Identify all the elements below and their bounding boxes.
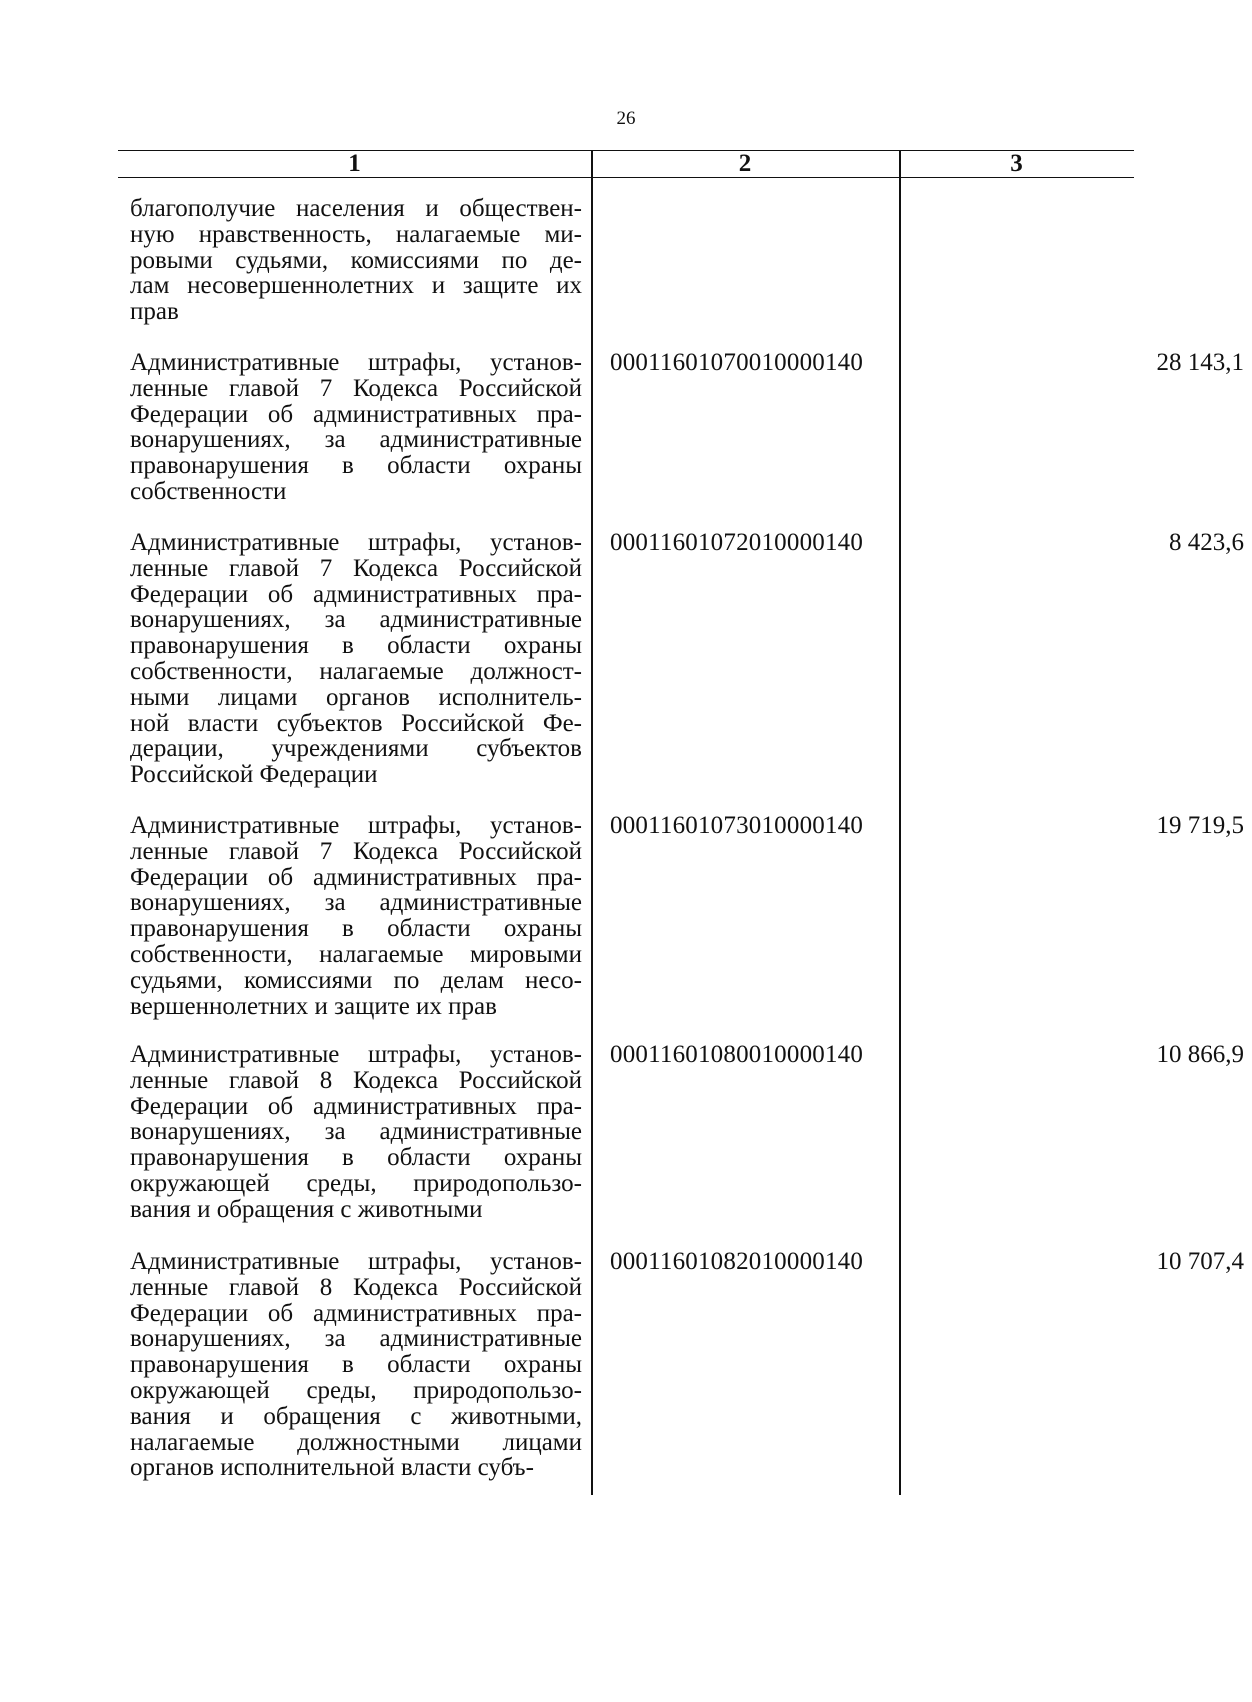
description-line: окружающей среды, природопользо-	[130, 1376, 582, 1404]
row-description	[130, 1249, 582, 1481]
description-line: окружающей среды, природопользо-	[130, 1169, 582, 1197]
table-header-row	[118, 150, 1134, 178]
description-line: Административные штрафы, установ-	[130, 349, 582, 376]
column-header-1: 1	[348, 150, 361, 177]
amount-value: 10 707,4	[1156, 1248, 1244, 1275]
description-line: вонарушениях, за административные	[130, 1325, 582, 1353]
description-line: Федерации об административных пра-	[130, 863, 582, 891]
description-line: собственности, налагаемые мировыми	[130, 940, 582, 968]
description-line: ленные главой 8 Кодекса Российской	[130, 1066, 582, 1094]
amount-value: 19 719,5	[1156, 812, 1244, 839]
row-description	[130, 530, 582, 788]
description-line: Административные штрафы, установ-	[130, 1248, 582, 1275]
description-line: ровыми судьями, комиссиями по де-	[130, 246, 582, 274]
description-line: ными лицами органов исполнитель-	[130, 683, 582, 711]
description-line: вонарушениях, за административные	[130, 426, 582, 454]
revenue-table	[118, 150, 1244, 1482]
description-line: Административные штрафы, установ-	[130, 1041, 582, 1068]
description-line: Федерации об административных пра-	[130, 580, 582, 608]
amount-value: 8 423,6	[1169, 529, 1244, 556]
description-line: дерации, учреждениями субъектов	[130, 735, 582, 763]
page-number: 26	[616, 108, 636, 129]
description-line: вания и обращения с животными,	[130, 1402, 582, 1430]
description-line: правонарушения в области охраны	[130, 1351, 582, 1379]
description-line: ной власти субъектов Российской Фе-	[130, 709, 582, 737]
description-line: Федерации об административных пра-	[130, 1092, 582, 1120]
description-line: ленные главой 7 Кодекса Российской	[130, 837, 582, 865]
description-line: вания и обращения с животными	[130, 1195, 483, 1223]
description-line: судьями, комиссиями по делам несо-	[130, 966, 582, 994]
description-line: ленные главой 7 Кодекса Российской	[130, 374, 582, 402]
description-line: благополучие населения и обществен-	[130, 195, 582, 222]
description-line: ленные главой 7 Кодекса Российской	[130, 554, 582, 582]
amount-value: 28 143,1	[1156, 349, 1244, 376]
column-header-2: 2	[738, 150, 752, 177]
description-line: Административные штрафы, установ-	[130, 812, 582, 839]
row-description	[130, 350, 582, 505]
budget-classification-code: 00011601072010000140	[610, 529, 864, 556]
description-line: ную нравственность, налагаемые ми-	[130, 220, 582, 248]
amount-value: 10 866,9	[1156, 1041, 1244, 1068]
row-description	[130, 196, 582, 325]
budget-classification-code: 00011601082010000140	[610, 1248, 864, 1275]
description-line: Российской Федерации	[130, 761, 378, 789]
description-line: Административные штрафы, установ-	[130, 529, 582, 556]
budget-classification-code: 00011601080010000140	[610, 1041, 864, 1068]
row-description	[130, 1042, 582, 1223]
description-line: собственности	[130, 477, 287, 505]
budget-classification-code: 00011601070010000140	[610, 349, 864, 376]
description-line: вонарушениях, за административные	[130, 889, 582, 917]
description-line: вонарушениях, за административные	[130, 606, 582, 634]
description-line: ленные главой 8 Кодекса Российской	[130, 1273, 582, 1301]
description-line: правонарушения в области охраны	[130, 1144, 582, 1172]
row-description	[130, 813, 582, 1019]
description-line: Федерации об административных пра-	[130, 400, 582, 428]
description-line: правонарушения в области охраны	[130, 915, 582, 943]
description-line: вонарушениях, за административные	[130, 1118, 582, 1146]
column-divider-2	[899, 150, 901, 1495]
column-divider-1	[591, 150, 593, 1495]
description-line: правонарушения в области охраны	[130, 452, 582, 480]
description-line: правонарушения в области охраны	[130, 632, 582, 660]
budget-classification-code: 00011601073010000140	[610, 812, 864, 839]
description-line: лам несовершеннолетних и защите их	[130, 272, 582, 300]
description-line: вершеннолетних и защите их прав	[130, 992, 497, 1020]
column-header-3: 3	[1010, 150, 1023, 177]
description-line: налагаемые должностными лицами	[130, 1428, 582, 1456]
description-line: органов исполнительной власти субъ-	[130, 1454, 534, 1482]
description-line: Федерации об административных пра-	[130, 1299, 582, 1327]
description-line: собственности, налагаемые должност-	[130, 657, 582, 685]
description-line: прав	[130, 298, 179, 326]
